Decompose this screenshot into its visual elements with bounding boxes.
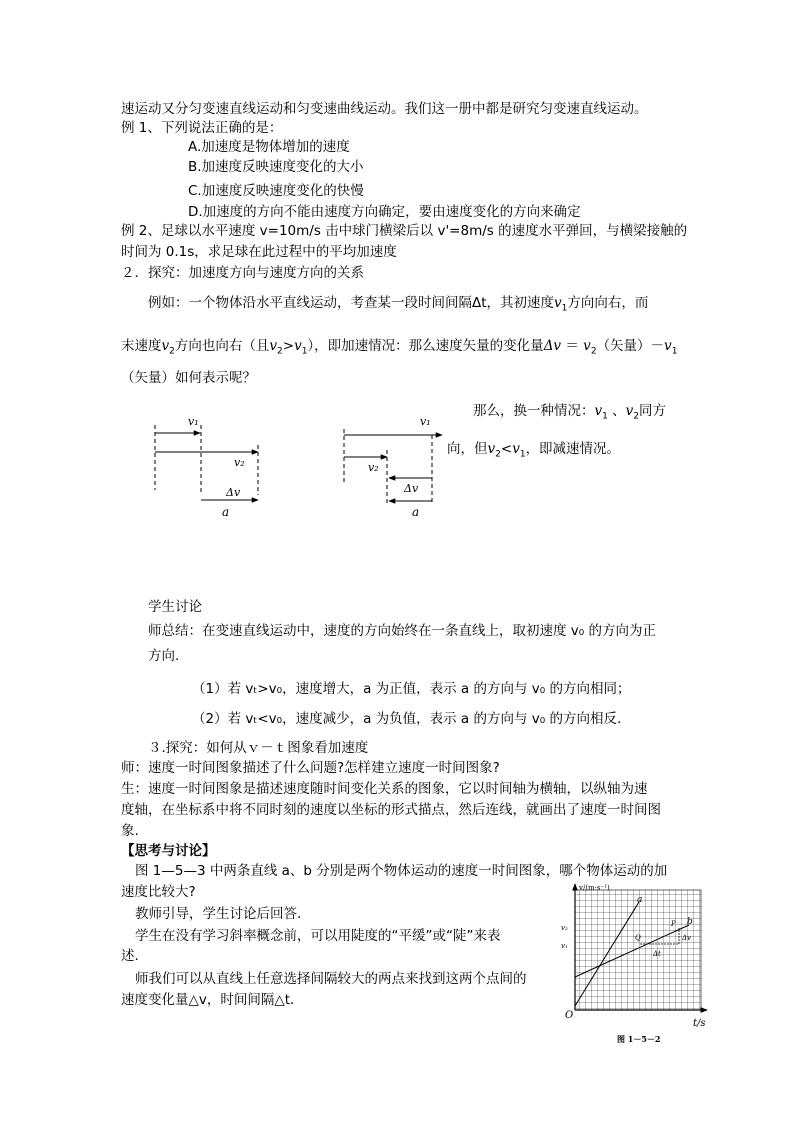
svg-text:Δv: Δv (404, 482, 419, 495)
case-2: （2）若 vₜ<v₀，速度减少，a 为负值，表示 a 的方向与 v₀ 的方向相反. (192, 711, 622, 727)
example2-line2: 时间为 0.1s，求足球在此过程中的平均加速度 (121, 244, 397, 260)
paragraph-line: 末速度$v_2$方向也向右（且$v_2>v_1$），即加速情况：那么速度矢量的变化量$\Delta v = v_2$（矢量）$-v_1$ (121, 338, 678, 357)
student-answer-line2: 度轴，在坐标系中将不同时刻的速度以坐标的形式描点，然后连线，就画出了速度一时间图 (121, 802, 661, 818)
point-q-label: Q (635, 934, 641, 942)
student-answer-line3: 象. (121, 823, 139, 839)
think-line7: 速度变化量△v，时间间隔△t． (121, 992, 304, 1008)
origin-label: O (565, 1010, 574, 1021)
point-p-label: P (671, 920, 676, 928)
paragraph-line: 那么，换一种情况：$v_1$ 、$v_2$同方 (473, 403, 667, 422)
graph-caption: 图 1－5－2 (617, 1034, 661, 1044)
paragraph-line: 例如：一个物体沿水平直线运动，考查某一段时间间隔Δt，其初速度$v_1$方向向右，而 (148, 295, 649, 314)
svg-text:a: a (412, 505, 420, 519)
svg-text:v₂: v₂ (234, 456, 245, 469)
think-line4: 学生在没有学习斜率概念前，可以用陡度的“平缓”或“陡”来表 (135, 928, 501, 944)
paragraph-line: 向，但$v_2<v_1$，即减速情况。 (447, 441, 621, 460)
svg-text:v₁: v₁ (420, 415, 431, 428)
student-discussion: 学生讨论 (148, 599, 202, 615)
vt-graph (555, 876, 715, 1050)
section3-heading: ３.探究：如何从ｖ－ｔ图象看加速度 (148, 740, 369, 756)
vector-figure-accelerate (150, 405, 270, 524)
summary-line2: 方向. (148, 648, 180, 664)
line-a-label: a (637, 895, 643, 905)
summary-line1: 师总结：在变速直线运动中，速度的方向始终在一条直线上，取初速度 v₀ 的方向为正 (148, 623, 656, 639)
example1-title: 例 1、下列说法正确的是： (121, 120, 283, 136)
svg-text:a: a (222, 505, 230, 519)
student-answer-line1: 生：速度一时间图象是描述速度随时间变化关系的图象，它以时间轴为横轴，以纵轴为速 (121, 781, 648, 797)
svg-text:Δv: Δv (226, 486, 241, 499)
teacher-question: 师：速度一时间图象描述了什么问题?怎样建立速度一时间图象? (121, 760, 500, 776)
v2-label: v₂ (561, 924, 568, 932)
think-line6: 师我们可以从直线上任意选择间隔较大的两点来找到这两个点间的 (135, 971, 527, 987)
option-c: C.加速度反映速度变化的快慢 (188, 183, 364, 199)
svg-text:v₁: v₁ (188, 415, 199, 428)
think-line1: 图 1—5—3 中两条直线 a、b 分别是两个物体运动的速度一时间图象，哪个物体运动的加 (135, 863, 668, 879)
think-discuss-heading: 【思考与讨论】 (121, 843, 216, 859)
y-axis-label: v/(m·s⁻¹) (579, 884, 610, 892)
think-line2: 速度比较大? (121, 884, 196, 900)
example2-line1: 例 2、足球以水平速度 v=10m/s 击中球门横梁后以 v'=8m/s 的速度水平弹回，与横梁接触的 (121, 223, 688, 239)
line-b-label: b (687, 917, 693, 927)
option-d: D.加速度的方向不能由速度方向确定，要由速度变化的方向来确定 (188, 204, 581, 220)
text-line: 速运动又分匀变速直线运动和匀变速曲线运动。我们这一册中都是研究匀变速直线运动。 (121, 101, 648, 117)
dt-label: Δt (653, 950, 661, 958)
think-line3: 教师引导，学生讨论后回答. (135, 906, 302, 922)
v1-label: v₁ (561, 942, 568, 950)
think-line5: 述. (121, 948, 139, 964)
paragraph-line: （矢量）如何表示呢？ (121, 370, 256, 386)
option-b: B.加速度反映速度变化的大小 (188, 159, 364, 175)
case-1: （1）若 vₜ>v₀，速度增大，a 为正值，表示 a 的方向与 v₀ 的方向相同； (192, 681, 631, 697)
section2-heading: ２．探究：加速度方向与速度方向的关系 (121, 265, 364, 281)
x-axis-label: t/s (693, 1018, 706, 1029)
option-a: A.加速度是物体增加的速度 (188, 139, 350, 155)
dv-label: Δv (682, 934, 692, 942)
svg-text:v₂: v₂ (368, 461, 379, 474)
vector-figure-decelerate (340, 405, 450, 524)
